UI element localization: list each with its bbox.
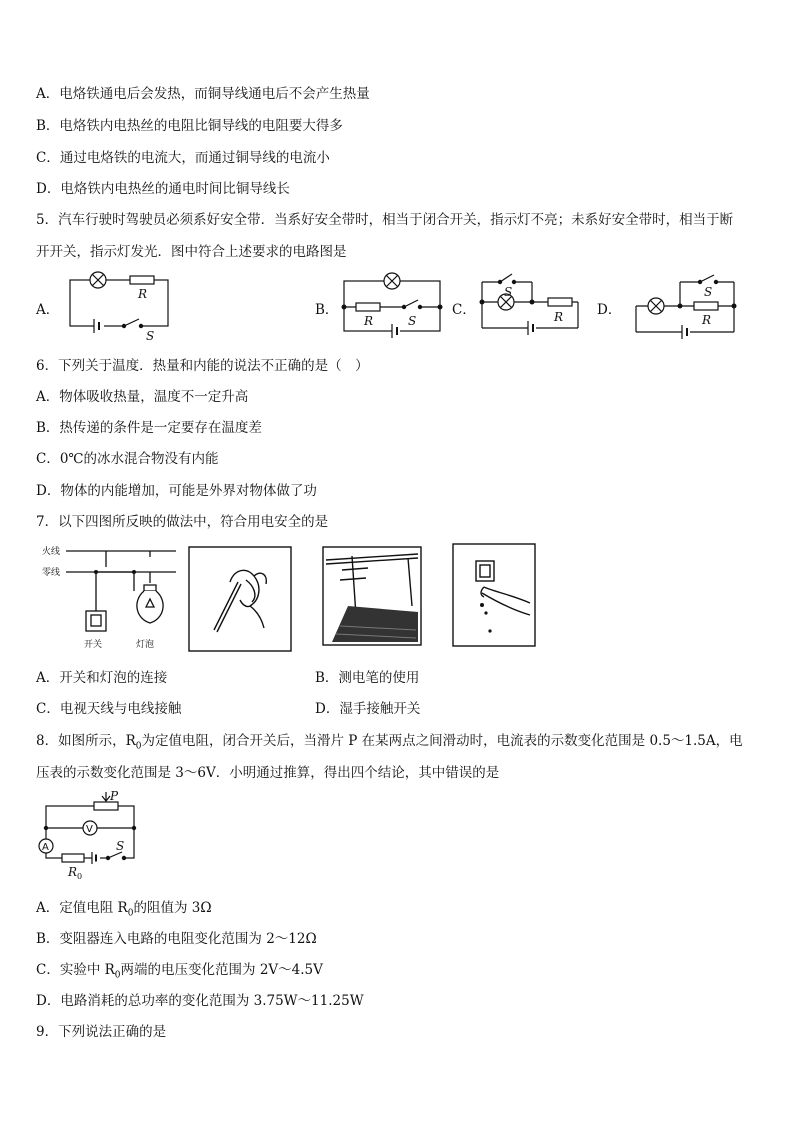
q4-option-b: B．电烙铁内电热丝的电阻比铜导线的电阻要大得多 [36, 118, 343, 134]
q7-figure-b-test-pen [188, 546, 292, 652]
circuit-a-s-label: S [146, 329, 155, 343]
q7-option-b: B．测电笔的使用 [315, 670, 420, 686]
circuit-a-diagram [66, 264, 172, 343]
circuit-d-r-label: R [702, 313, 712, 327]
q8-switch-s-label: S [116, 839, 125, 853]
q6-stem: 6．下列关于温度．热量和内能的说法不正确的是（ ） [36, 358, 369, 374]
q8-option-c: C．实验中 $R_0$两端的电压变化范围为 2V～4.5V [36, 962, 323, 981]
q5-label-b: B． [315, 302, 339, 318]
q7-option-a: A．开关和灯泡的连接 [36, 670, 168, 686]
circuit-c-s-label: S [504, 285, 513, 299]
q6-option-d: D．物体的内能增加，可能是外界对物体做了功 [36, 483, 317, 499]
voltmeter-icon: V [86, 824, 93, 835]
switch-label: 开关 [84, 640, 103, 650]
neutral-wire-label: 零线 [42, 568, 61, 578]
q8-stem-line1: 8．如图所示，$R_0$为定值电阻，闭合开关后，当滑片 P 在某两点之间滑动时，电流表的示数变化范围是 0.5～1.5A，电 [36, 733, 743, 752]
ammeter-icon: A [42, 842, 49, 853]
circuit-b-s-label: S [408, 314, 417, 328]
q8-slider-p-label: P [110, 789, 119, 803]
circuit-c-diagram [474, 268, 584, 334]
circuit-b-diagram [334, 267, 444, 339]
q8-stem-line2: 压表的示数变化范围是 3～6V．小明通过推算，得出四个结论，其中错误的是 [36, 765, 500, 781]
q7-figure-a-wiring [40, 543, 180, 653]
q7-figure-c-antenna [322, 546, 422, 646]
q6-option-b: B．热传递的条件是一定要存在温度差 [36, 420, 262, 436]
q5-stem-line1: 5．汽车行驶时驾驶员必须系好安全带．当系好安全带时，相当于闭合开关，指示灯不亮；未系好安全带时，相当于断 [36, 212, 734, 228]
q7-figure-d-wet-hand [452, 543, 536, 647]
circuit-a-r-label: R [138, 287, 148, 301]
q5-label-c: C． [452, 302, 476, 318]
q8-option-d: D．电路消耗的总功率的变化范围为 3.75W～11.25W [36, 993, 364, 1009]
live-wire-label: 火线 [42, 547, 61, 557]
q7-option-c: C．电视天线与电线接触 [36, 701, 182, 717]
q5-label-a: A． [36, 302, 60, 318]
q7-option-d: D．湿手接触开关 [315, 701, 421, 717]
q5-label-d: D． [597, 302, 622, 318]
circuit-d-diagram [632, 268, 740, 336]
bulb-label: 灯泡 [136, 640, 155, 650]
q6-option-a: A．物体吸收热量，温度不一定升高 [36, 389, 249, 405]
circuit-b-r-label: R [364, 314, 374, 328]
q7-stem: 7．以下四图所反映的做法中，符合用电安全的是 [36, 514, 329, 530]
q4-option-a: A．电烙铁通电后会发热，而铜导线通电后不会产生热量 [36, 86, 370, 102]
q8-circuit-diagram [38, 790, 142, 880]
circuit-c-r-label: R [554, 310, 564, 324]
q6-option-c: C．0℃的冰水混合物没有内能 [36, 451, 219, 467]
q9-stem: 9．下列说法正确的是 [36, 1024, 167, 1040]
q8-option-a: A．定值电阻 $R_0$的阻值为 3Ω [36, 900, 212, 919]
q8-option-b: B．变阻器连入电路的电阻变化范围为 2～12Ω [36, 931, 317, 947]
q4-option-c: C．通过电烙铁的电流大，而通过铜导线的电流小 [36, 150, 330, 166]
q8-r0-label: $R_0$ [68, 865, 83, 881]
circuit-d-s-label: S [704, 285, 713, 299]
q5-stem-line2: 开开关，指示灯发光．图中符合上述要求的电路图是 [36, 244, 347, 260]
q4-option-d: D．电烙铁内电热丝的通电时间比铜导线长 [36, 181, 290, 197]
